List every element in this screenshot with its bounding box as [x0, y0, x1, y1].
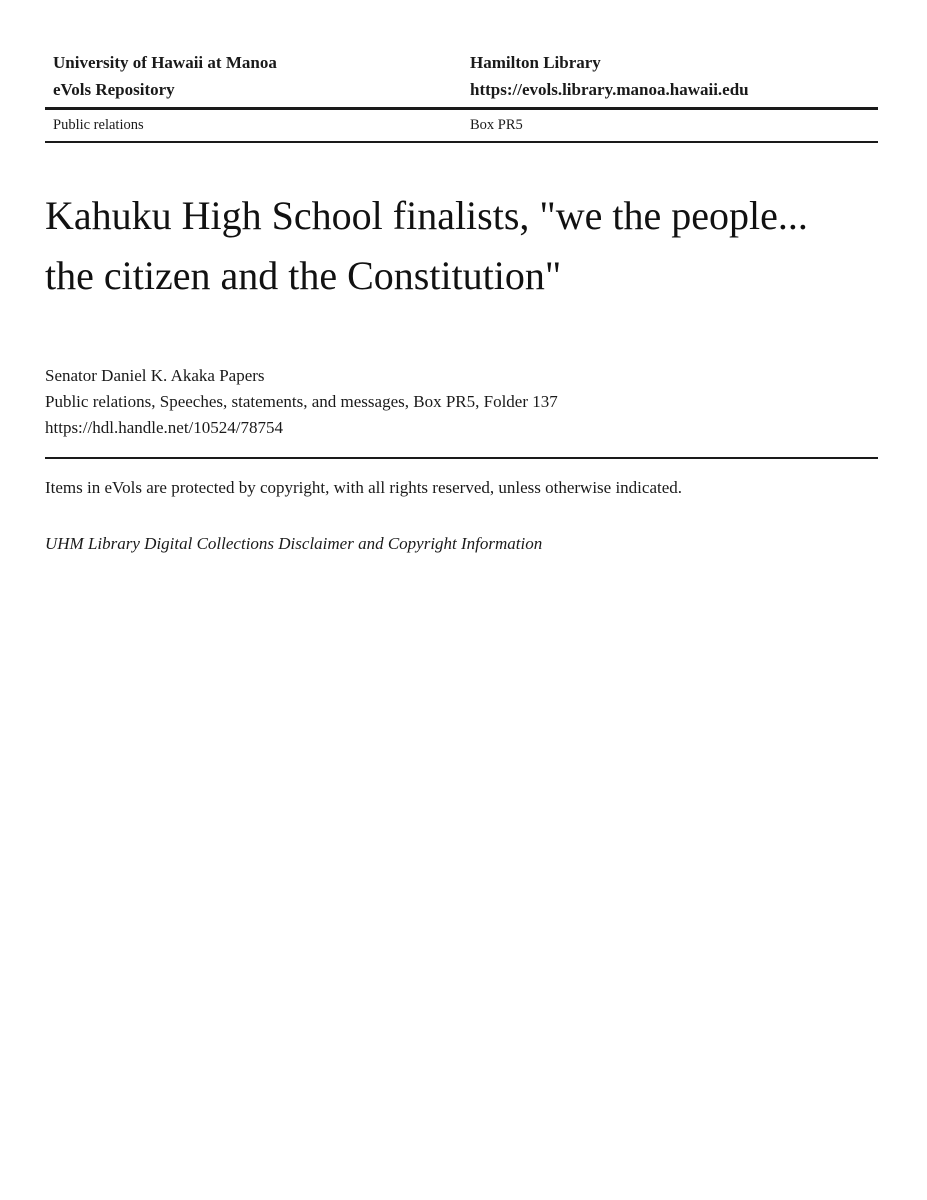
header-right-column	[462, 49, 878, 103]
citation-block	[45, 363, 878, 441]
citation-location: Public relations, Speeches, statements, and messages, Box PR5, Folder 137	[45, 392, 558, 411]
repository-url-link[interactable]: https://evols.library.manoa.hawaii.edu	[470, 80, 749, 99]
header-sub-row	[45, 110, 878, 141]
footer-divider-rule	[45, 457, 878, 459]
handle-url-link[interactable]: https://hdl.handle.net/10524/78754	[45, 418, 283, 437]
institution-name: University of Hawaii at Manoa	[53, 53, 277, 72]
header-top-row	[45, 49, 878, 103]
box-label: Box PR5	[470, 117, 523, 133]
document-footer	[45, 475, 878, 557]
series-label: Public relations	[53, 117, 144, 133]
document-title: Kahuku High School finalists, "we the people... the citizen and the Constitution"	[45, 193, 808, 298]
document-header	[45, 49, 878, 143]
header-rule-bottom	[45, 141, 878, 143]
repository-name: eVols Repository	[53, 80, 175, 99]
copyright-notice: Items in eVols are protected by copyright, with all rights reserved, unless otherwise indicated.	[45, 478, 683, 497]
collection-name: Senator Daniel K. Akaka Papers	[45, 366, 265, 385]
library-name: Hamilton Library	[470, 53, 601, 72]
header-left-column	[45, 49, 462, 103]
disclaimer-link[interactable]: UHM Library Digital Collections Disclaimer and Copyright Information	[45, 534, 543, 553]
